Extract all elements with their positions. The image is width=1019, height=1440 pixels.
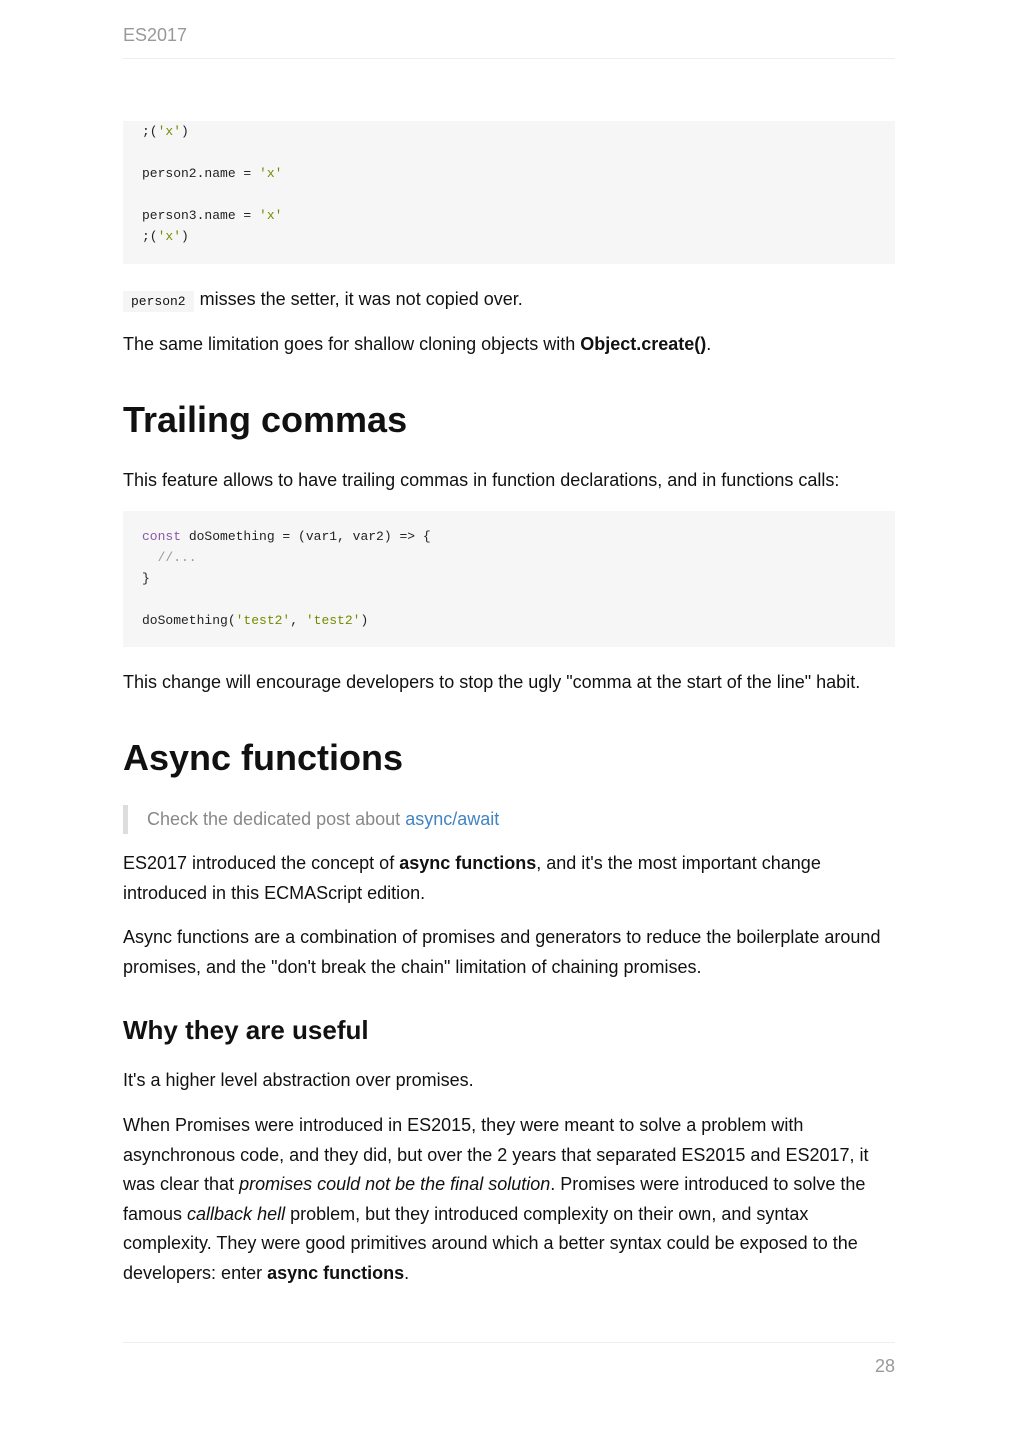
header-title: ES2017 xyxy=(123,25,188,45)
inline-code-person2: person2 xyxy=(123,291,194,312)
async-functions-bold-2: async functions xyxy=(267,1262,405,1283)
code-string: 'x' xyxy=(259,166,283,181)
code-line xyxy=(142,121,876,142)
code-line xyxy=(142,163,876,184)
code-string: 'test2' xyxy=(235,613,291,628)
code-token: ) xyxy=(360,613,369,628)
code-string: 'x' xyxy=(157,229,182,244)
code-line xyxy=(142,568,876,589)
code-string: 'test2' xyxy=(305,613,361,628)
code-token: doSomething( xyxy=(142,613,236,628)
heading-why-useful: Why they are useful xyxy=(123,1015,369,1045)
code-token: , xyxy=(290,613,306,628)
code-line xyxy=(142,610,876,631)
code-token: ) xyxy=(181,229,189,244)
paragraph-object-create: The same limitation goes for shallow cloning objects with Object.create(). xyxy=(123,334,712,354)
code-line xyxy=(142,184,876,205)
running-header xyxy=(123,24,895,59)
code-token: doSomething = (var1, var2) => { xyxy=(181,529,431,544)
person2-text: misses the setter, it was not copied over. xyxy=(199,289,523,309)
paragraph-trailing-habit: This change will encourage developers to stop the ugly "comma at the start of the line" habit. xyxy=(123,672,861,692)
code-token: } xyxy=(142,571,150,586)
code-comment: //... xyxy=(142,550,197,565)
paragraph-async-intro: ES2017 introduced the concept of async functions, and it's the most important change introduced in this ECMAScript edition. xyxy=(123,853,821,903)
code-line xyxy=(142,205,876,226)
async-await-link[interactable]: async/await xyxy=(405,809,500,829)
code-string: 'x' xyxy=(157,124,182,139)
code-block-trailing-commas xyxy=(123,511,895,647)
code-line xyxy=(142,547,876,568)
code-token: person3.name = xyxy=(142,208,260,223)
code-token: person2.name = xyxy=(142,166,260,181)
italic-final-solution: promises could not be the final solution xyxy=(239,1174,551,1195)
paragraph-promises-history: When Promises were introduced in ES2015, they were meant to solve a problem with asynchronous code, and they did, but over the 2 years that separated ES2015 and ES2017, it was clear that promises could not be the final solution. Promises were introduced to solve the famous callback hell problem, but they introduced complexity on their own, and syntax complexity. They were good primitives around which a better syntax could be exposed to the developers: enter async functions. xyxy=(123,1115,869,1283)
paragraph-abstraction: It's a higher level abstraction over promises. xyxy=(123,1070,474,1090)
async-functions-bold: async functions xyxy=(399,853,537,873)
code-line xyxy=(142,526,876,547)
code-keyword: const xyxy=(142,529,182,544)
code-line xyxy=(142,226,876,247)
code-token: ;( xyxy=(142,124,158,139)
code-token: ) xyxy=(181,124,189,139)
code-block-setter xyxy=(123,121,895,264)
paragraph-trailing-intro: This feature allows to have trailing commas in function declarations, and in functions calls: xyxy=(123,470,840,490)
code-line xyxy=(142,589,876,610)
italic-callback-hell: callback hell xyxy=(187,1203,286,1224)
code-line xyxy=(142,142,876,163)
page-number: 28 xyxy=(874,1356,895,1376)
code-token: ;( xyxy=(142,229,158,244)
blockquote-async-post: Check the dedicated post about async/await xyxy=(123,805,895,834)
running-footer xyxy=(123,1342,895,1377)
heading-trailing-commas: Trailing commas xyxy=(123,399,408,440)
paragraph-person2-setter xyxy=(123,285,895,317)
code-string: 'x' xyxy=(259,208,283,223)
heading-async-functions: Async functions xyxy=(123,737,404,778)
paragraph-async-combination: Async functions are a combination of promises and generators to reduce the boilerplate around promises, and the "don't break the chain" limitation of chaining promises. xyxy=(123,927,881,977)
object-create-bold: Object.create() xyxy=(580,334,707,354)
